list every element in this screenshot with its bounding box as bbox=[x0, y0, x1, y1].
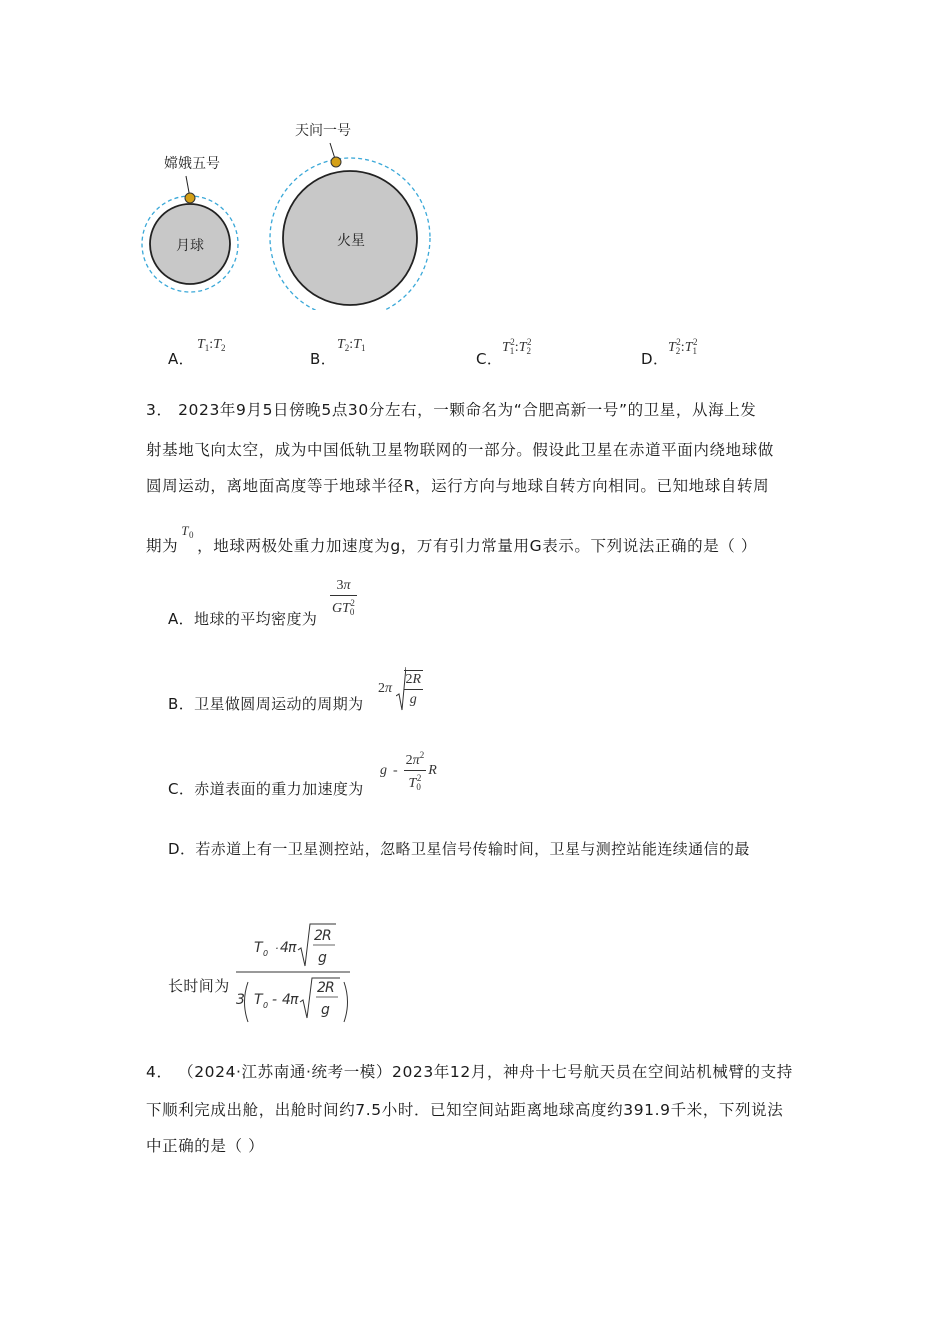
svg-text:g: g bbox=[321, 1002, 330, 1018]
q3-option-c-formula: g - $\frac{2\pi^2}{T_0^2}$ R bbox=[380, 750, 437, 792]
q3-option-d: D．若赤道上有一卫星测控站，忽略卫星信号传输时间，卫星与测控站能连续通信的最 bbox=[168, 840, 750, 858]
q2-option-d: D． bbox=[641, 350, 669, 368]
q3-line-1: 3． 2023年9月5日傍晚5点30分左右，一颗命名为“合肥高新一号”的卫星，从海上发 bbox=[146, 401, 757, 419]
q4-line-1: 4． （2024·江苏南通·统考一模）2023年12月，神舟十七号航天员在空间站机械臂的支持 bbox=[146, 1063, 793, 1081]
q3-line-3: 圆周运动，离地面高度等于地球半径R，运行方向与地球自转方向相同。已知地球自转周 bbox=[146, 477, 770, 495]
mars-label: 火星 bbox=[337, 233, 365, 249]
q3-option-d-cont: 长时间为 bbox=[168, 977, 230, 995]
q2-option-c: C． bbox=[476, 350, 503, 368]
q3-option-d-formula bbox=[232, 920, 362, 1030]
svg-text:R: R bbox=[325, 980, 335, 996]
t0-symbol: T0 bbox=[181, 523, 195, 540]
svg-text:4: 4 bbox=[282, 992, 291, 1008]
moon-label: 月球 bbox=[176, 238, 204, 254]
q3-option-a-formula: $\frac{3\pi}{GT_0^2}$ bbox=[332, 578, 355, 617]
svg-text:3: 3 bbox=[236, 992, 245, 1008]
svg-text:-: - bbox=[272, 992, 278, 1008]
mars-probe-label: 天问一号 bbox=[295, 123, 351, 139]
svg-text:T: T bbox=[254, 940, 263, 956]
svg-text:2: 2 bbox=[317, 980, 326, 996]
svg-text:T: T bbox=[254, 992, 263, 1008]
svg-text:π: π bbox=[288, 940, 297, 956]
q2-option-b: B． bbox=[310, 350, 337, 368]
q2-option-c-expr: $T_1^2:T_2^2$ bbox=[502, 337, 532, 356]
q3-option-c: C．赤道表面的重力加速度为 bbox=[168, 780, 364, 798]
q3-option-b: B．卫星做圆周运动的周期为 bbox=[168, 695, 364, 713]
mars-probe-dot bbox=[331, 157, 341, 167]
moon-probe-dot bbox=[185, 193, 195, 203]
svg-text:g: g bbox=[318, 950, 327, 966]
q4-line-2: 下顺利完成出舱，出舱时间约7.5小时．已知空间站距离地球高度约391.9千米，下列说法 bbox=[146, 1101, 784, 1119]
q3-option-b-formula: 2π $\frac{2R}{g}$ bbox=[378, 666, 423, 712]
svg-text:2: 2 bbox=[314, 928, 323, 944]
svg-text:4: 4 bbox=[280, 940, 289, 956]
orbit-figure bbox=[130, 110, 450, 310]
q2-option-d-expr: $T_2^2:T_1^2$ bbox=[668, 337, 698, 356]
moon-probe-label: 嫦娥五号 bbox=[164, 156, 220, 172]
q2-option-b-expr: $T_2:T_1$ bbox=[337, 337, 366, 353]
q3-line-2: 射基地飞向太空，成为中国低轨卫星物联网的一部分。假设此卫星在赤道平面内绕地球做 bbox=[146, 441, 774, 459]
q2-option-a-expr: $T_1:T_2$ bbox=[197, 337, 226, 353]
svg-text:R: R bbox=[322, 928, 332, 944]
svg-text:π: π bbox=[290, 992, 299, 1008]
svg-text:0: 0 bbox=[263, 1001, 269, 1010]
q4-line-3: 中正确的是（ ） bbox=[146, 1137, 265, 1155]
q3-option-a: A．地球的平均密度为 bbox=[168, 610, 318, 628]
svg-text:·: · bbox=[275, 942, 279, 955]
svg-text:0: 0 bbox=[263, 949, 269, 958]
q2-option-a: A． bbox=[168, 350, 195, 368]
q3-line-4: 期为$^{T_0}$，地球两极处重力加速度为g，万有引力常量用G表示。下列说法正确的是（ ） bbox=[146, 523, 758, 555]
